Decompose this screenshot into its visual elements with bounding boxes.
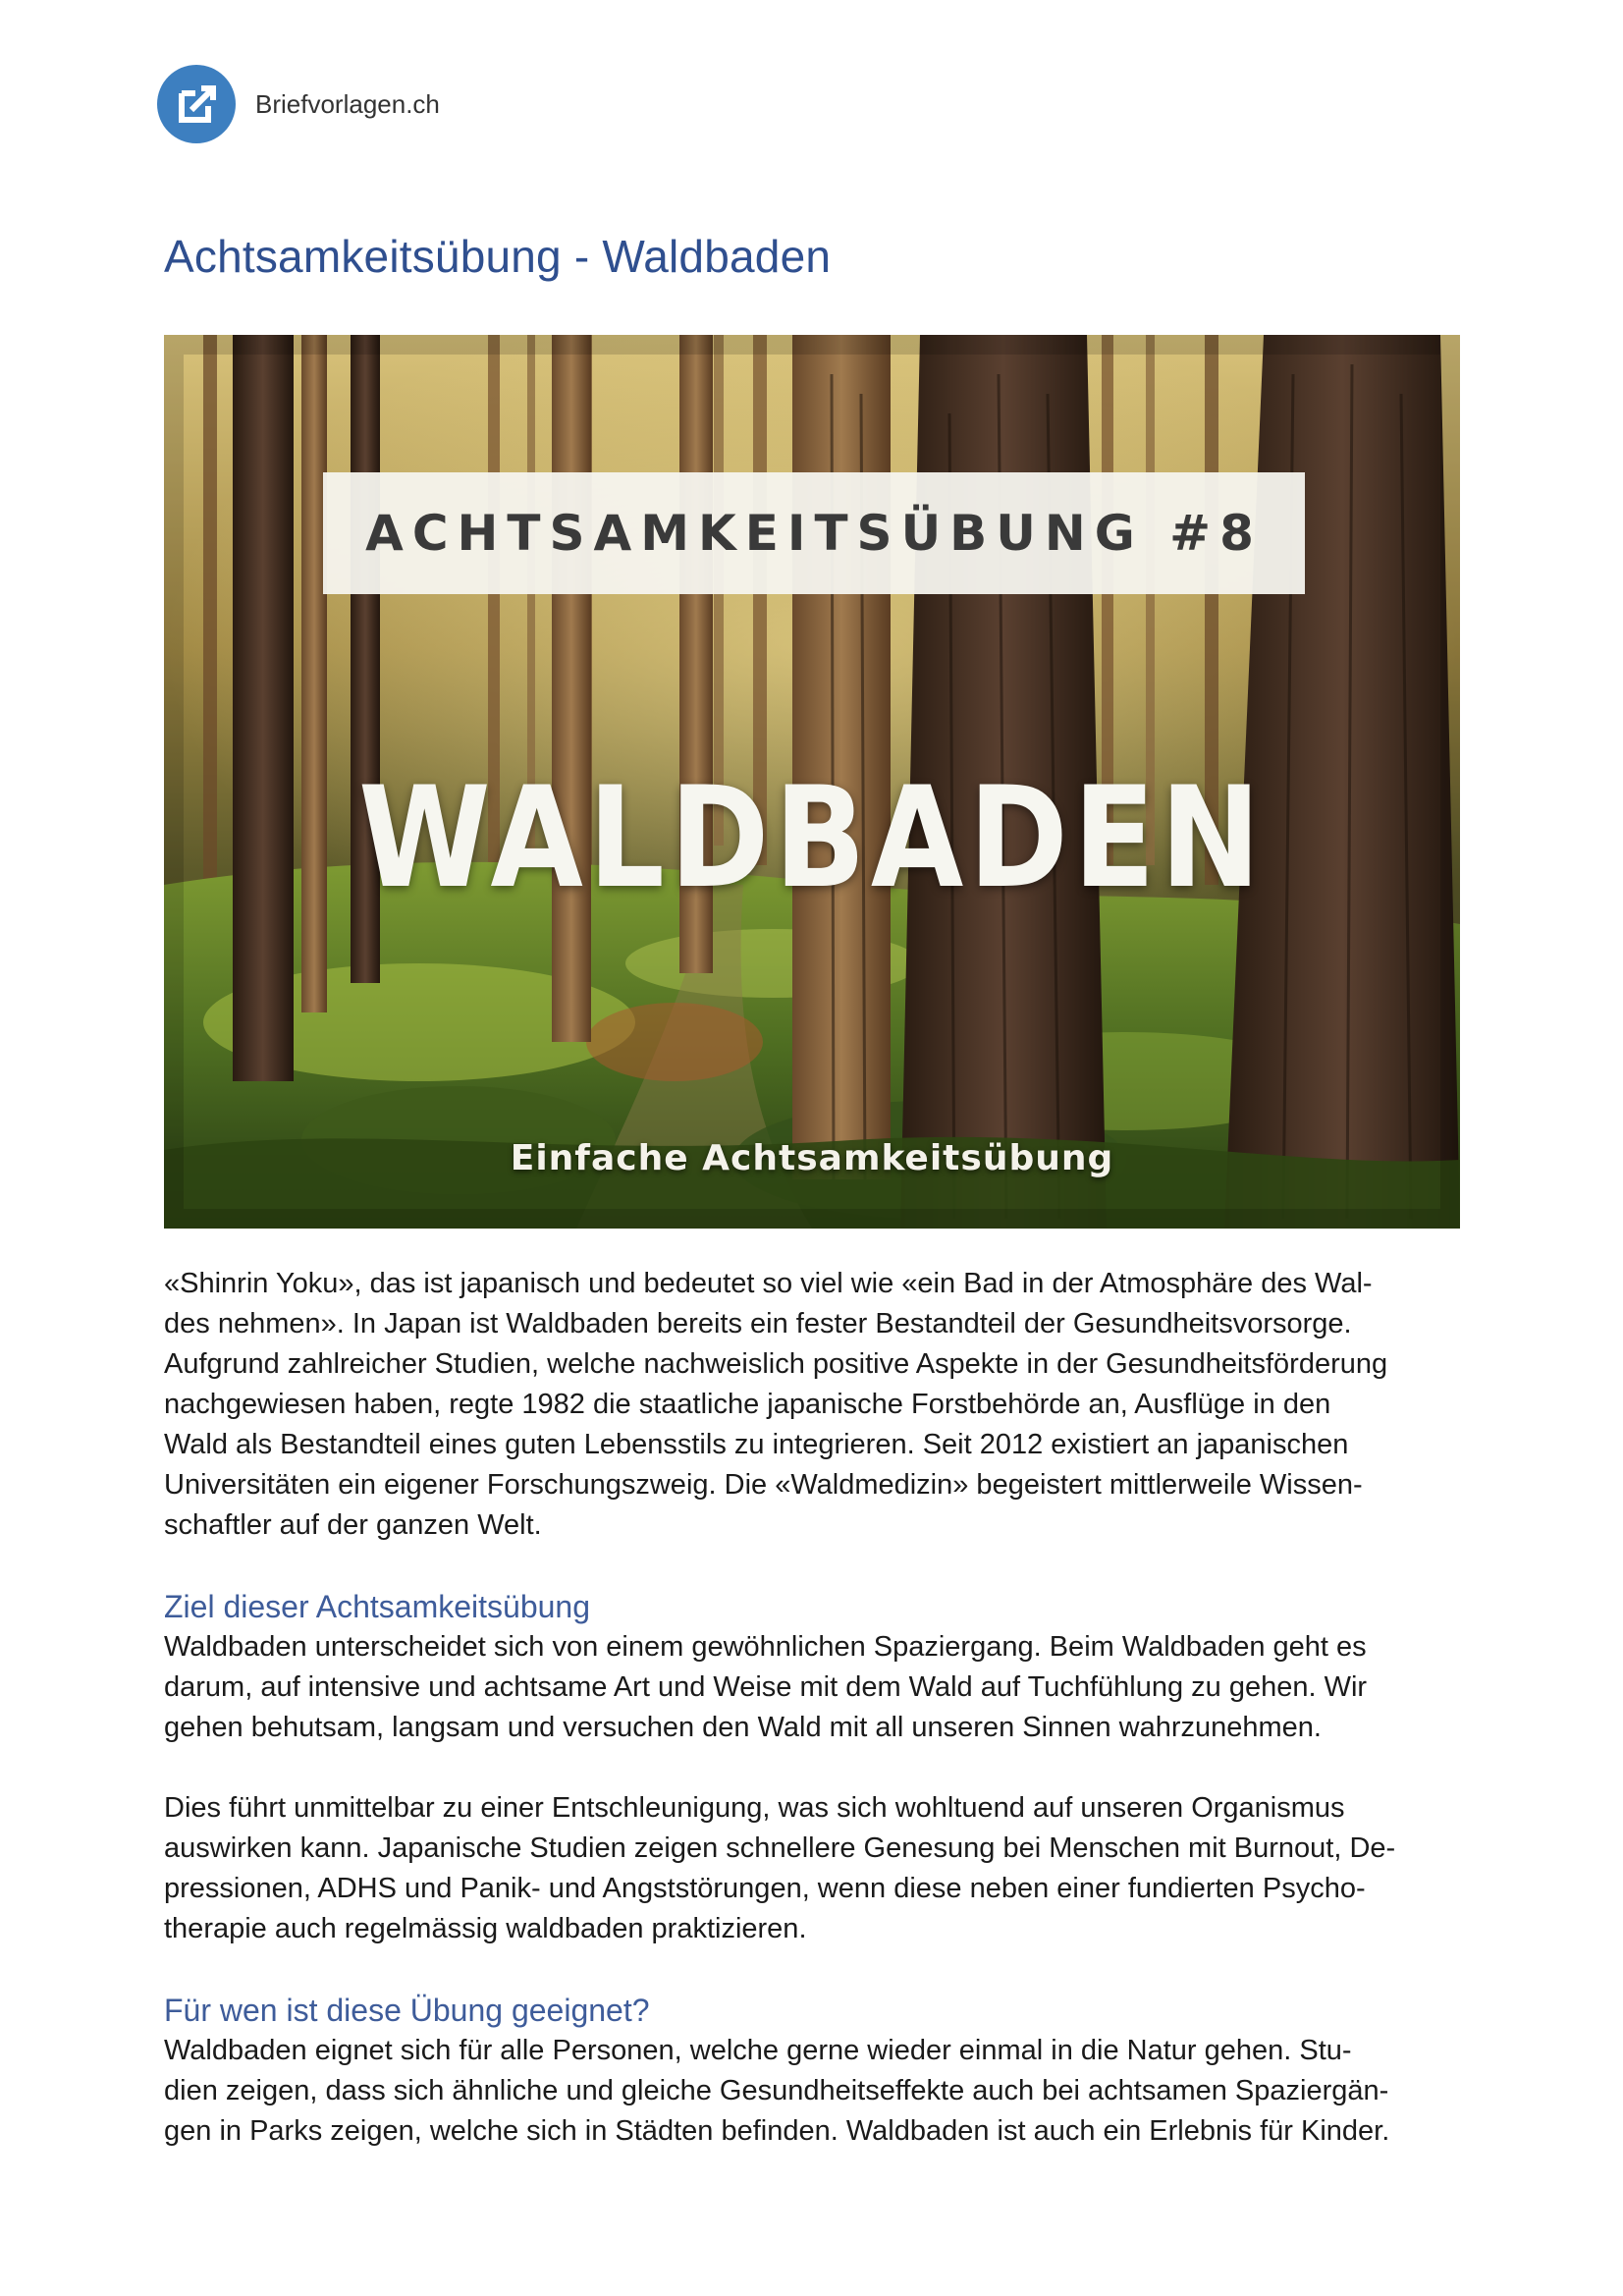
text-line: nachgewiesen haben, regte 1982 die staatliche japanische Forstbehörde an, Ausflüge in den	[164, 1389, 1331, 1420]
hero-image	[164, 335, 1460, 1229]
text-line: Aufgrund zahlreicher Studien, welche nachweislich positive Aspekte in der Gesundheitsförderung	[164, 1348, 1388, 1380]
intro-paragraph	[164, 1264, 1480, 1546]
page-header	[157, 65, 440, 143]
text-line: therapie auch regelmässig waldbaden praktizieren.	[164, 1913, 807, 1944]
text-line: gen in Parks zeigen, welche sich in Städten befinden. Waldbaden ist auch ein Erlebnis für Kinder.	[164, 2115, 1390, 2147]
text-line: dien zeigen, dass sich ähnliche und gleiche Gesundheitseffekte auch bei achtsamen Spaziergän-	[164, 2075, 1389, 2106]
text-line: Waldbaden eignet sich für alle Personen, welche gerne wieder einmal in die Natur gehen. Stu-	[164, 2035, 1352, 2066]
hero-banner-text: ACHTSAMKEITSÜBUNG #8	[365, 505, 1263, 562]
page-title: Achtsamkeitsübung - Waldbaden	[164, 231, 832, 282]
hero-subtitle: Einfache Achtsamkeitsübung	[510, 1138, 1114, 1178]
text-line: Waldbaden unterscheidet sich von einem gewöhnlichen Spaziergang. Beim Waldbaden geht es	[164, 1631, 1367, 1663]
text-line: darum, auf intensive und achtsame Art und Weise mit dem Wald auf Tuchfühlung zu gehen. Wir	[164, 1671, 1368, 1703]
section-heading-goal: Ziel dieser Achtsamkeitsübung	[164, 1589, 590, 1624]
goal-paragraph-1	[164, 1627, 1480, 1748]
hero-banner	[323, 472, 1305, 594]
text-line: pressionen, ADHS und Panik- und Angststörungen, wenn diese neben einer fundierten Psycho-	[164, 1873, 1366, 1904]
text-line: des nehmen». In Japan ist Waldbaden bereits ein fester Bestandteil der Gesundheitsvorsorge.	[164, 1308, 1352, 1339]
text-line: gehen behutsam, langsam und versuchen den Wald mit all unseren Sinnen wahrzunehmen.	[164, 1712, 1322, 1743]
hero-title: WALDBADEN	[358, 757, 1266, 919]
goal-paragraph-2	[164, 1788, 1480, 1949]
section-heading-audience: Für wen ist diese Übung geeignet?	[164, 1993, 650, 2028]
text-line: Wald als Bestandteil eines guten Lebensstils zu integrieren. Seit 2012 existiert an japanischen	[164, 1429, 1349, 1460]
text-line: Dies führt unmittelbar zu einer Entschleunigung, was sich wohltuend auf unseren Organismus	[164, 1792, 1345, 1824]
logo-text: Briefvorlagen.ch	[255, 88, 440, 119]
logo	[157, 65, 236, 143]
text-line: schaftler auf der ganzen Welt.	[164, 1509, 542, 1541]
document-body	[164, 1264, 1480, 2152]
edit-square-icon	[172, 80, 221, 129]
text-line: «Shinrin Yoku», das ist japanisch und bedeutet so viel wie «ein Bad in der Atmosphäre des Wal-	[164, 1268, 1373, 1299]
audience-paragraph	[164, 2031, 1480, 2152]
text-line: auswirken kann. Japanische Studien zeigen schnellere Genesung bei Menschen mit Burnout, De-	[164, 1832, 1396, 1864]
text-line: Universitäten ein eigener Forschungszweig. Die «Waldmedizin» begeistert mittlerweile Wissen-	[164, 1469, 1363, 1501]
